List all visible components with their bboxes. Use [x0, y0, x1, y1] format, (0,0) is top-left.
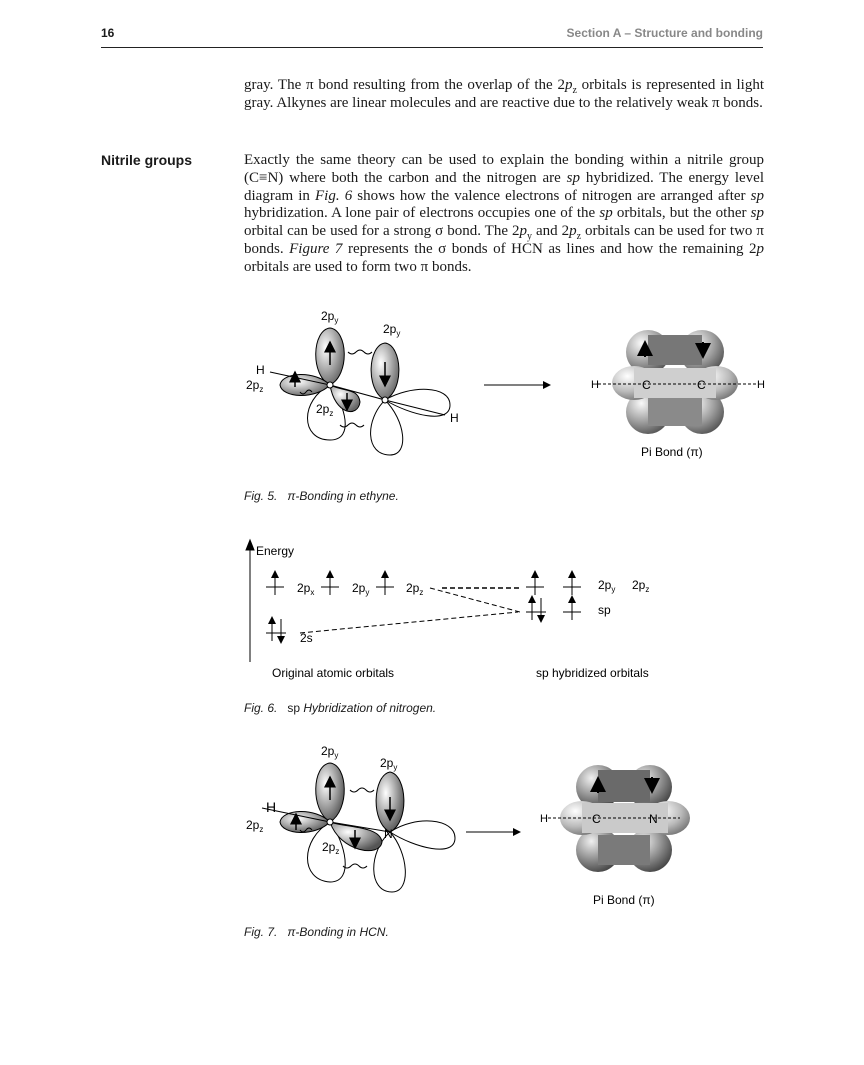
pi-bond-label: Pi Bond (π) — [641, 445, 703, 459]
label-2pz-mid: $2p_z$ — [316, 402, 334, 418]
orbital-label-2pz: $2p_z$ — [406, 581, 424, 597]
label-n: N — [384, 827, 393, 841]
label-2pz-mid: $2p_z$ — [322, 840, 340, 856]
svg-text:H: H — [540, 813, 548, 825]
pi-bond-label: Pi Bond (π) — [593, 893, 655, 907]
figure-5-ethyne-pi-bonding — [240, 300, 780, 470]
svg-text:C: C — [697, 378, 706, 392]
orbital-label-2py: $2p_y$ — [352, 581, 370, 597]
label-h-right: H — [450, 411, 459, 425]
orbital-label-2pz-right: $2p_z$ — [632, 578, 650, 594]
pi-bond-model-hcn — [540, 765, 690, 872]
orbital-label-2px: $2p_x$ — [297, 581, 315, 597]
orbital-label-sp: sp — [598, 603, 611, 617]
pi-bond-model-ethyne — [591, 330, 765, 434]
svg-text:C: C — [592, 812, 601, 826]
header-rule — [101, 47, 763, 48]
label-2py-1: $2p_y$ — [321, 309, 339, 325]
figure-6-caption: Fig. 6. sp Hybridization of nitrogen. — [244, 701, 437, 715]
label-2py-2: $2p_y$ — [380, 756, 398, 772]
label-2pz-left: $2p_z$ — [246, 818, 264, 834]
orbital-label-2s: 2s — [300, 631, 313, 645]
label-h-left: H — [256, 363, 265, 377]
running-header: Section A – Structure and bonding — [566, 26, 763, 40]
paragraph-alkynes: gray. The π bond resulting from the overlap of the $2p_z$ orbitals is represented in light gray. Alkynes are linear molecules and are reactive due to the relatively weak π bonds. — [244, 77, 765, 111]
label-2py-2: $2p_y$ — [383, 322, 401, 338]
label-h: H — [266, 799, 277, 815]
energy-axis-label: Energy — [256, 544, 295, 558]
orbital-diagram-hcn — [246, 744, 455, 892]
figure-7-caption: Fig. 7. π-Bonding in HCN. — [244, 925, 389, 939]
section-heading: Nitrile groups — [101, 152, 193, 168]
svg-text:H: H — [591, 379, 599, 391]
orbital-label-2py-right: $2p_y$ — [598, 578, 616, 594]
figure-5-caption: Fig. 5. π-Bonding in ethyne. — [244, 489, 399, 503]
svg-text:N: N — [649, 812, 658, 826]
label-2py-1: $2p_y$ — [321, 744, 339, 760]
figure-6-hybridization-diagram — [240, 535, 780, 685]
label-2pz-left: $2p_z$ — [246, 378, 264, 394]
right-column-title: sp hybridized orbitals — [536, 666, 649, 680]
left-column-title: Original atomic orbitals — [272, 666, 395, 680]
figure-7-hcn-pi-bonding — [240, 740, 780, 920]
orbital-diagram-ethyne — [246, 309, 459, 455]
paragraph-nitrile: Exactly the same theory can be used to explain the bonding within a nitrile group (C≡N) where both the carbon and the nitrogen are sp hybridized. The energy level diagram in Fig. 6 shows how the valence electrons of nitrogen are arranged after sp hybridization. A lone pair of electrons occupies one of the sp orbitals, but the other sp orbital can be used for a strong σ bond. The $2p_y$ and $2p_z$ orbitals can be used for two π bonds. Figure 7 represents the σ bonds of HCN as lines and how the remaining 2p orbitals are used to form two π bonds. — [244, 152, 765, 275]
page-number: 16 — [101, 26, 115, 40]
svg-text:C: C — [642, 378, 651, 392]
svg-text:H: H — [757, 379, 765, 391]
